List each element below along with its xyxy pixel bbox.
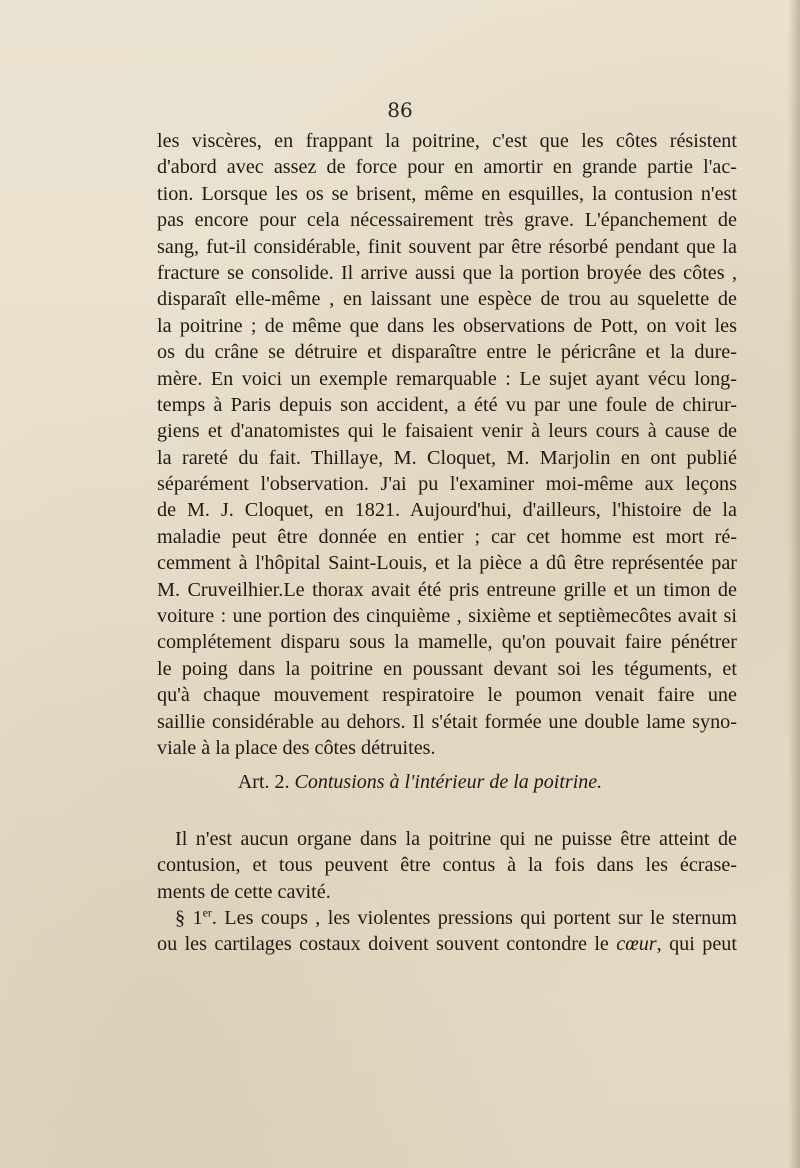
emphasis-coeur: cœur (616, 933, 657, 956)
text-line: fracture se consolide. Il arrive aussi que la portion broyée des côtes , (157, 261, 737, 284)
text-line: contusion, et tous peuvent être contus à la fois dans les écrase- (157, 854, 737, 877)
text-line: giens et d'anatomistes qui le faisaient venir à leurs cours à cause de (157, 420, 737, 443)
section-heading (0, 771, 800, 794)
text-line: saillie considérable au dehors. Il s'était formée une double lame syno- (157, 710, 737, 733)
text-line: os du crâne se détruire et disparaître entre le péricrâne et la dure- (157, 341, 737, 364)
paragraph-3-line-1 (157, 905, 737, 931)
text-line: pas encore pour cela nécessairement très grave. L'épanchement de (157, 209, 737, 232)
text-line: voiture : une portion des cinquième , sixième et septièmecôtes avait si (157, 605, 737, 628)
text-line: disparaît elle-même , en laissant une espèce de trou au squelette de (157, 288, 737, 311)
paragraph-2 (157, 826, 737, 905)
text-line: de M. J. Cloquet, en 1821. Aujourd'hui, d'ailleurs, l'histoire de la (157, 499, 737, 522)
text-line: maladie peut être donnée en entier ; car cet homme est mort ré- (157, 525, 737, 548)
text-line: temps à Paris depuis son accident, a été vu par une foule de chirur- (157, 393, 737, 416)
paragraph-3 (157, 905, 737, 958)
text-line: le poing dans la poitrine en poussant devant soi les téguments, et (157, 657, 737, 680)
text-line: viale à la place des côtes détruites. (157, 736, 436, 759)
text-line: ments de cette cavité. (157, 880, 331, 903)
text-line: complétement disparu sous la mamelle, qu'on pouvait faire pénétrer (157, 631, 737, 654)
text-line: tion. Lorsque les os se brisent, même en esquilles, la contusion n'est (157, 182, 737, 205)
heading-title: Contusions à l'intérieur de la poitrine. (294, 771, 603, 793)
paragraph-3-line-2-after: , qui peut (656, 933, 737, 956)
section-superscript: er (202, 905, 212, 920)
page-edge-shadow (788, 0, 800, 1168)
text-line: mère. En voici un exemple remarquable : Le sujet ayant vécu long- (157, 367, 737, 390)
section-mark: § 1 (175, 907, 203, 929)
text-line: les viscères, en frappant la poitrine, c'est que les côtes résistent (157, 130, 737, 152)
text-line: séparément l'observation. J'ai pu l'examiner moi-même aux leçons (157, 473, 737, 496)
text-line: la rareté du fait. Thillaye, M. Cloquet, M. Marjolin en ont publié (157, 446, 737, 469)
text-line: cemment à l'hôpital Saint-Louis, et la pièce a dû être représentée par (157, 552, 737, 575)
paragraph-3-line-1-text: . Les coups , les violentes pressions qui portent sur le sternum (211, 907, 738, 929)
text-line: sang, fut-il considérable, finit souvent par être résorbé pendant que la (157, 235, 737, 258)
heading-article-number: Art. 2. (237, 771, 290, 793)
page-number: 86 (387, 98, 413, 122)
text-line: M. Cruveilhier.Le thorax avait été pris entreune grille et un timon de (157, 578, 737, 601)
text-line: d'abord avec assez de force pour en amortir en grande partie l'ac- (157, 156, 737, 179)
text-line: Il n'est aucun organe dans la poitrine qui ne puisse être atteint de (175, 828, 737, 850)
paragraph-1 (157, 128, 737, 761)
text-line: la poitrine ; de même que dans les observations de Pott, on voit les (157, 314, 737, 337)
paragraph-3-line-2-before: ou les cartilages costaux doivent souvent contondre le (157, 933, 617, 956)
paragraph-3-line-2 (157, 931, 737, 957)
text-line: qu'à chaque mouvement respiratoire le poumon venait faire une (157, 684, 737, 707)
